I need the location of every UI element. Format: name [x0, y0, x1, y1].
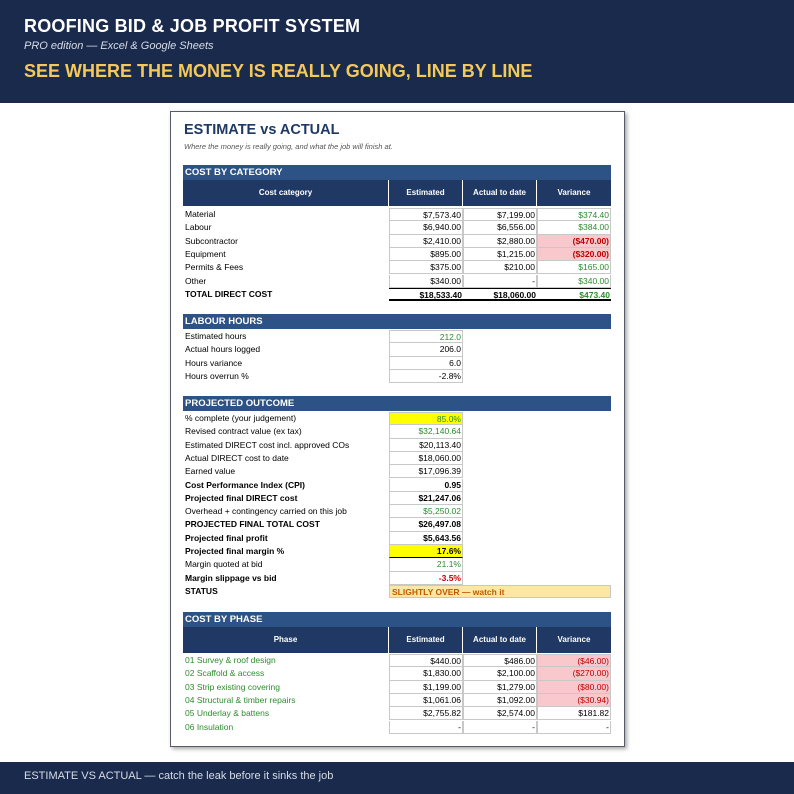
phase-header-row	[183, 627, 611, 653]
variance-cell: ($270.00)	[537, 667, 611, 680]
value-cell: 17.6%	[389, 545, 463, 558]
estimated-cell[interactable]: $440.00	[389, 654, 463, 667]
banner-subtitle: PRO edition — Excel & Google Sheets	[24, 40, 214, 52]
row-label: Earned value	[185, 466, 236, 477]
row-label: Estimated hours	[185, 331, 247, 341]
row-label: Permits & Fees	[185, 262, 244, 273]
table-row	[183, 721, 611, 734]
table-row	[183, 439, 611, 452]
estimated-cell[interactable]: $1,061.06	[389, 694, 463, 707]
variance-cell: ($46.00)	[537, 654, 611, 667]
table-row	[183, 572, 611, 585]
phase-label: 02 Scaffold & access	[185, 668, 265, 679]
actual-hours-cell[interactable]: 206.0	[389, 343, 463, 356]
row-label: Margin quoted at bid	[185, 559, 263, 570]
banner-headline: SEE WHERE THE MONEY IS REALLY GOING, LINE BY LINE	[24, 61, 533, 81]
row-label: Projected final margin %	[185, 546, 285, 556]
estimated-cell[interactable]: -	[389, 721, 463, 734]
variance-cell: $165.00	[537, 261, 611, 274]
row-label: Other	[185, 275, 207, 286]
variance-cell: $181.82	[537, 707, 611, 720]
section-cost-by-category: COST BY CATEGORY	[183, 165, 611, 180]
table-row	[183, 357, 611, 370]
table-row	[183, 452, 611, 465]
section-projected-outcome: PROJECTED OUTCOME	[183, 396, 611, 411]
value-cell: 0.95	[389, 479, 463, 492]
table-row	[183, 694, 611, 707]
table-row	[183, 545, 611, 558]
total-variance: $473.40	[537, 288, 611, 301]
actual-cell[interactable]: $486.00	[463, 654, 537, 667]
total-estimated: $18,533.40	[389, 288, 463, 301]
col-header-phase: Phase	[183, 627, 389, 653]
row-label: Projected final profit	[185, 532, 268, 543]
row-label: Revised contract value (ex tax)	[185, 426, 302, 437]
table-row	[183, 221, 611, 234]
variance-cell: $340.00	[537, 275, 611, 288]
percent-complete-cell[interactable]: 85.0%	[389, 412, 463, 425]
row-label: Equipment	[185, 248, 226, 259]
table-row	[183, 654, 611, 667]
row-label: Projected final DIRECT cost	[185, 492, 298, 503]
variance-cell: $384.00	[537, 221, 611, 234]
col-header-estimated: Estimated	[389, 627, 463, 653]
row-label: PROJECTED FINAL TOTAL COST	[185, 519, 320, 530]
value-cell[interactable]: $32,140.64	[389, 425, 463, 438]
table-row	[183, 707, 611, 720]
table-row	[183, 370, 611, 383]
col-header-estimated: Estimated	[389, 180, 463, 206]
variance-cell: -	[537, 721, 611, 734]
table-row	[183, 208, 611, 221]
col-header-category: Cost category	[183, 180, 389, 206]
table-row	[183, 492, 611, 505]
actual-cell[interactable]: $2,100.00	[463, 667, 537, 680]
row-label: Margin slippage vs bid	[185, 572, 277, 583]
estimated-cell[interactable]: $1,830.00	[389, 667, 463, 680]
row-label: Hours overrun %	[185, 370, 249, 381]
table-row	[183, 558, 611, 571]
hours-overrun-cell: -2.8%	[389, 370, 463, 383]
section-labour-hours: LABOUR HOURS	[183, 314, 611, 329]
variance-cell: $374.40	[537, 208, 611, 221]
actual-cell[interactable]: $2,880.00	[463, 235, 537, 248]
estimated-cell[interactable]: $7,573.40	[389, 208, 463, 221]
hours-variance-cell: 6.0	[389, 357, 463, 370]
col-header-variance: Variance	[557, 188, 591, 197]
value-cell: $26,497.08	[389, 518, 463, 531]
table-row	[183, 248, 611, 261]
value-cell[interactable]: $5,250.02	[389, 505, 463, 518]
col-header-actual: Actual to date	[463, 180, 537, 206]
value-cell: -3.5%	[389, 572, 463, 585]
estimated-cell[interactable]: $2,410.00	[389, 235, 463, 248]
estimated-cell[interactable]: $340.00	[389, 275, 463, 288]
table-row	[183, 532, 611, 545]
value-cell: 21.1%	[389, 558, 463, 571]
row-label: Cost Performance Index (CPI)	[185, 479, 305, 490]
actual-cell[interactable]: $210.00	[463, 261, 537, 274]
top-banner	[0, 0, 794, 103]
row-label: Actual DIRECT cost to date	[185, 452, 289, 463]
variance-cell: ($320.00)	[537, 248, 611, 261]
actual-cell[interactable]: $2,574.00	[463, 707, 537, 720]
sheet-subtitle: Where the money is really going, and what the job will finish at.	[184, 142, 393, 151]
row-label: Actual hours logged	[185, 344, 261, 355]
col-header-actual: Actual to date	[463, 627, 537, 653]
phase-label: 05 Underlay & battens	[185, 708, 270, 719]
estimated-cell[interactable]: $6,940.00	[389, 221, 463, 234]
row-label: Material	[185, 209, 216, 219]
total-actual: $18,060.00	[463, 288, 537, 301]
estimated-cell[interactable]: $375.00	[389, 261, 463, 274]
row-label: % complete (your judgement)	[185, 413, 297, 423]
actual-cell[interactable]: -	[463, 275, 537, 288]
actual-cell[interactable]: $1,092.00	[463, 694, 537, 707]
actual-cell[interactable]: $1,215.00	[463, 248, 537, 261]
row-label: Labour	[185, 222, 212, 233]
table-row	[183, 275, 611, 288]
status-badge: SLIGHTLY OVER — watch it	[389, 585, 611, 598]
variance-cell: ($470.00)	[537, 235, 611, 248]
table-row	[183, 505, 611, 518]
value-cell: $17,096.39	[389, 465, 463, 478]
value-cell: $20,113.40	[389, 439, 463, 452]
table-row	[183, 235, 611, 248]
table-row	[183, 465, 611, 478]
spreadsheet-page	[170, 111, 625, 747]
actual-cell[interactable]: -	[463, 721, 537, 734]
estimated-cell[interactable]: $1,199.00	[389, 681, 463, 694]
value-cell: $5,643.56	[389, 532, 463, 545]
phase-label: 01 Survey & roof design	[185, 655, 276, 665]
estimated-cell[interactable]: $895.00	[389, 248, 463, 261]
table-row	[183, 261, 611, 274]
variance-cell: ($80.00)	[537, 681, 611, 694]
status-row	[183, 585, 611, 598]
total-row	[183, 288, 611, 301]
estimated-cell[interactable]: $2,755.82	[389, 707, 463, 720]
variance-cell: ($30.94)	[537, 694, 611, 707]
table-row	[183, 681, 611, 694]
row-label: Estimated DIRECT cost incl. approved COs	[185, 439, 350, 450]
sheet-title: ESTIMATE vs ACTUAL	[184, 122, 340, 138]
estimated-hours-cell[interactable]: 212.0	[389, 330, 463, 343]
table-row	[183, 425, 611, 438]
row-label: Subcontractor	[185, 235, 238, 246]
category-header-row	[183, 180, 611, 206]
table-row	[183, 343, 611, 356]
table-row	[183, 518, 611, 531]
phase-label: 04 Structural & timber repairs	[185, 694, 296, 705]
table-row	[183, 330, 611, 343]
table-row	[183, 479, 611, 492]
table-row	[183, 667, 611, 680]
table-row	[183, 412, 611, 425]
actual-cell[interactable]: $7,199.00	[463, 208, 537, 221]
value-cell: $18,060.00	[389, 452, 463, 465]
section-cost-by-phase: COST BY PHASE	[183, 612, 611, 627]
phase-label: 03 Strip existing covering	[185, 681, 280, 692]
actual-cell[interactable]: $1,279.00	[463, 681, 537, 694]
row-label: Overhead + contingency carried on this job	[185, 506, 347, 517]
value-cell: $21,247.06	[389, 492, 463, 505]
actual-cell[interactable]: $6,556.00	[463, 221, 537, 234]
status-label: STATUS	[185, 585, 218, 596]
total-label: TOTAL DIRECT COST	[185, 289, 273, 299]
banner-title: ROOFING BID & JOB PROFIT SYSTEM	[24, 16, 361, 36]
footer-text: ESTIMATE VS ACTUAL — catch the leak before it sinks the job	[24, 770, 334, 782]
phase-label: 06 Insulation	[185, 721, 234, 732]
col-header-variance: Variance	[557, 635, 591, 644]
row-label: Hours variance	[185, 357, 243, 368]
bottom-banner	[0, 762, 794, 794]
